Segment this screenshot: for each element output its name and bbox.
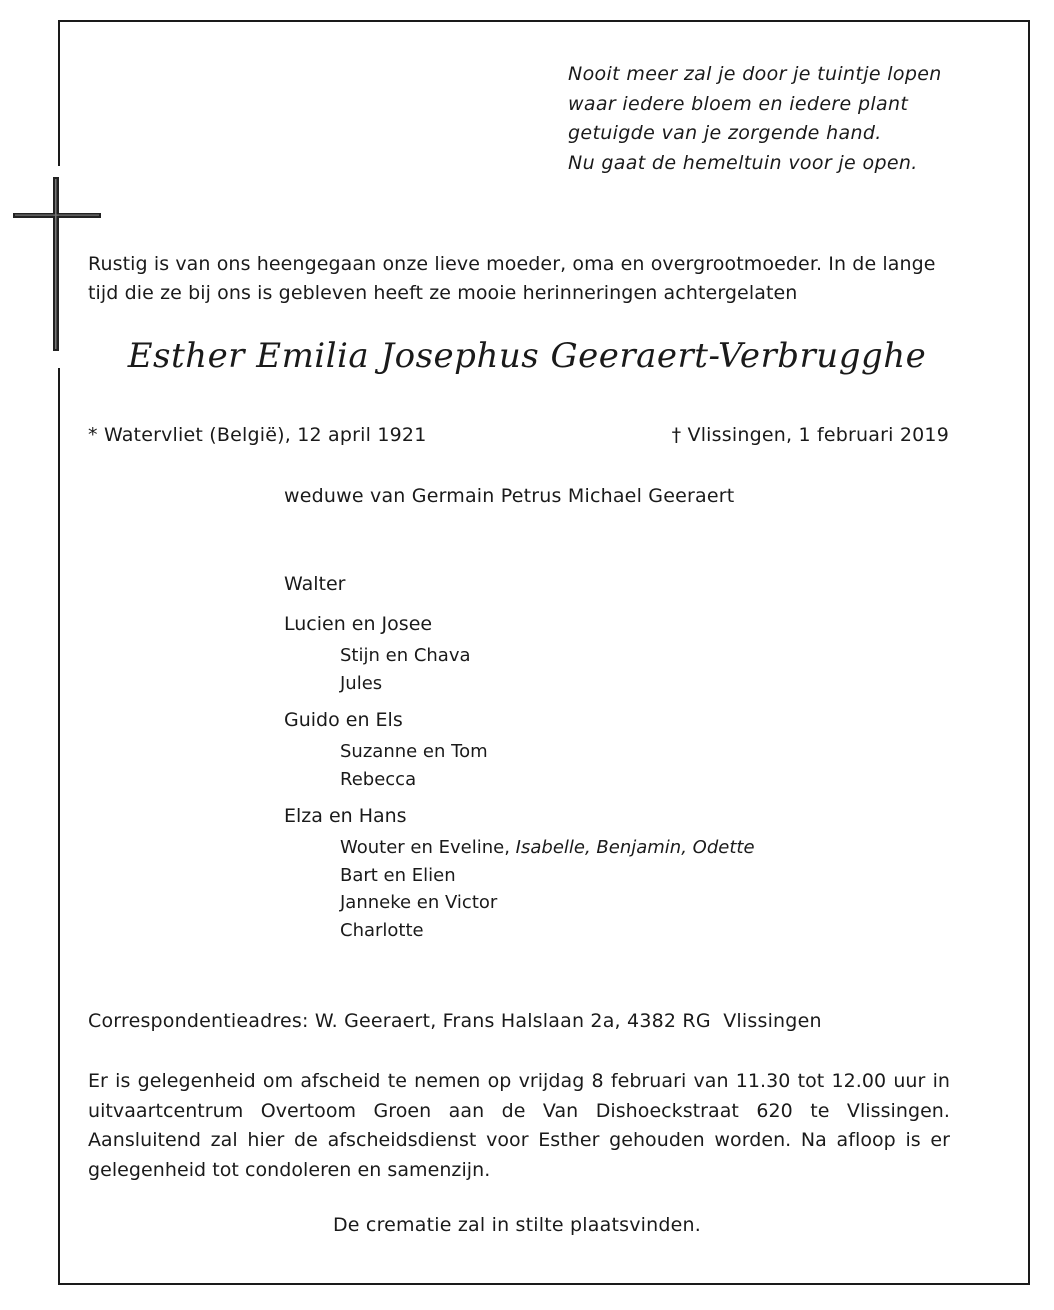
child-name: Guido en Els: [284, 709, 403, 731]
poem-line: waar iedere bloem en iedere plant: [568, 92, 909, 115]
grandchild-name: Bart en Elien: [340, 864, 456, 886]
grandchildren-list: [284, 642, 755, 697]
family-group: [284, 612, 755, 697]
cremation-note: De crematie zal in stilte plaatsvinden.: [332, 1214, 702, 1236]
grandchildren-list: [284, 834, 755, 944]
family-group: [284, 708, 755, 793]
poem-line: getuigde van je zorgende hand.: [568, 122, 882, 144]
grandchild-name: Janneke en Victor: [340, 892, 498, 913]
family-group: [284, 804, 755, 944]
grandchild-couple: Wouter en Eveline,: [340, 837, 510, 858]
farewell-info: Er is gelegenheid om afscheid te nemen op vrijdag 8 februari van 11.30 tot 12.00 uur in uitvaartcentrum Overtoom Groen aan de Van Dishoeckstraat 620 te Vlissingen. Aansluitend zal hier de afscheidsdienst voor Esther gehouden worden. Na afloop is er gelegenheid tot condoleren en samenzijn.: [88, 1070, 950, 1181]
child-name: Lucien en Josee: [284, 613, 433, 635]
deceased-name: Esther Emilia Josephus Geeraert-Verbrugghe: [127, 336, 927, 376]
intro-text: Rustig is van ons heengegaan onze lieve moeder, oma en overgrootmoeder. In de lange tijd die ze bij ons is gebleven heeft ze mooie herinneringen achtergelaten: [88, 253, 936, 304]
grandchild-name: Charlotte: [340, 919, 424, 941]
grandchild-name: Jules: [340, 672, 383, 694]
family-group: [284, 572, 755, 602]
grandchild-name: Stijn en Chava: [340, 645, 471, 666]
child-name: Elza en Hans: [284, 805, 407, 827]
grandchild-name: [340, 834, 755, 862]
poem: [568, 60, 942, 178]
grandchild-name: Suzanne en Tom: [340, 741, 488, 762]
widow-line: weduwe van Germain Petrus Michael Geeraert: [284, 485, 735, 507]
grandchild-name: Rebecca: [340, 768, 417, 790]
death-line: † Vlissingen, 1 februari 2019: [671, 424, 949, 446]
birth-line: * Watervliet (België), 12 april 1921: [88, 424, 427, 446]
poem-line: Nu gaat de hemeltuin voor je open.: [568, 151, 918, 174]
correspondence-address: Correspondentieadres: W. Geeraert, Frans Halslaan 2a, 4382 RG Vlissingen: [88, 1010, 822, 1032]
child-name: Walter: [284, 573, 346, 595]
grandchildren-list: [284, 738, 755, 793]
family-list: [284, 572, 755, 955]
poem-line: Nooit meer zal je door je tuintje lopen: [568, 63, 942, 85]
great-grandchildren: Isabelle, Benjamin, Odette: [515, 837, 755, 858]
